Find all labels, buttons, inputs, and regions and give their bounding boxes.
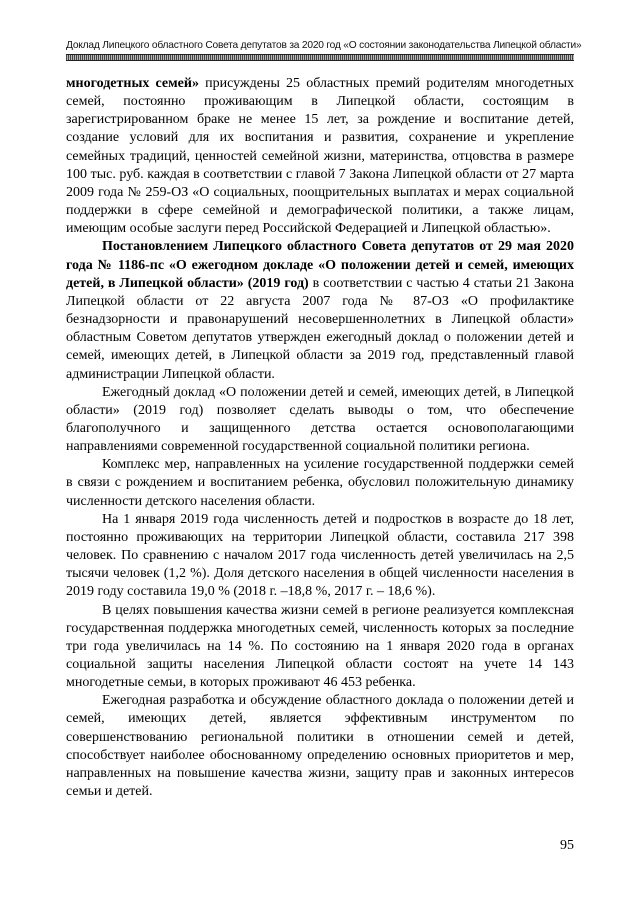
paragraph-6: [66, 602, 574, 693]
header-rule: [66, 54, 574, 61]
paragraph-7: [66, 692, 574, 801]
paragraph-1: [66, 75, 574, 238]
paragraph-5-text: На 1 января 2019 года численность детей и подростков в возрасте до 18 лет, постоянно проживающих на территории Липецкой области, составила 217 398 человек. По сравнению с началом 2017 года численность детей увеличилась на 2,5 тысячи человек (1,2 %). Доля детского населения в общей численности населения в 2019 году составила 19,0 % (2018 г. –18,8 %, 2017 г. – 18,6 %).: [66, 511, 574, 600]
paragraph-3: [66, 384, 574, 457]
document-body: [66, 75, 574, 801]
paragraph-2: [66, 238, 574, 383]
paragraph-4: [66, 456, 574, 510]
paragraph-2-bold: Постановлением Липецкого областного Совета депутатов от 29 мая 2020 года № 1186-пс «О ежегодном докладе «О положении детей и семей, имеющих детей, в Липецкой области» (2019 год): [66, 239, 574, 291]
paragraph-6-text: В целях повышения качества жизни семей в регионе реализуется комплексная государственная поддержка многодетных семей, численность которых за последние три года увеличилась на 14 %. По состоянию на 1 января 2020 года в органах социальной защиты населения Липецкой области состоят на учете 14 143 многодетные семьи, в которых проживают 46 453 ребенка.: [66, 602, 574, 691]
page-number: 95: [560, 838, 574, 853]
paragraph-7-text: Ежегодная разработка и обсуждение областного доклада о положении детей и семей, имеющих детей, является эффективным инструментом по совершенствованию региональной политики в отношении семей и детей, способствует наиболее обоснованному определению основных приоритетов и мер, направленных на повышение качества жизни, защиту прав и законных интересов семьи и детей.: [66, 693, 574, 800]
paragraph-2-text: в соответствии с частью 4 статьи 21 Закона Липецкой области от 22 августа 2007 года № 87-ОЗ «О профилактике безнадзорности и правонарушений несовершеннолетних в Липецкой области» областным Советом депутатов утвержден ежегодный доклад о положении детей и семей, имеющих детей, в Липецкой области за 2019 год, представленный главой администрации Липецкой области.: [66, 275, 575, 382]
paragraph-1-bold: многодетных семей»: [66, 76, 199, 91]
running-header: Доклад Липецкого областного Совета депутатов за 2020 год «О состоянии законодательства Липецкой области»: [66, 40, 582, 51]
paragraph-3-text: Ежегодный доклад «О положении детей и семей, имеющих детей, в Липецкой области» (2019 год) позволяет сделать выводы о том, что обеспечение благополучного и защищенного детства остается основополагающими направлениями современной государственной социальной политики региона.: [66, 384, 574, 455]
paragraph-4-text: Комплекс мер, направленных на усиление государственной поддержки семей в связи с рождением и воспитанием ребенка, обусловил положительную динамику численности детского населения области.: [66, 457, 574, 509]
paragraph-1-text: присуждены 25 областных премий родителям многодетных семей, постоянно проживающим в Липецкой области, состоящим в зарегистрированном браке не менее 15 лет, за рождение и воспитание детей, создание условий для их воспитания и развития, сохранение и укрепление семейных традиций, ценностей семейной жизни, материнства, отцовства в размере 100 тыс. руб. каждая в соответствии с главой 7 Закона Липецкой области от 27 марта 2009 года № 259-ОЗ «О социальных, поощрительных выплатах и мерах социальной поддержки в сфере семейной и демографической политики, а также лицам, имеющим особые заслуги перед Российской Федерацией и Липецкой областью».: [66, 76, 574, 237]
paragraph-5: [66, 511, 574, 602]
